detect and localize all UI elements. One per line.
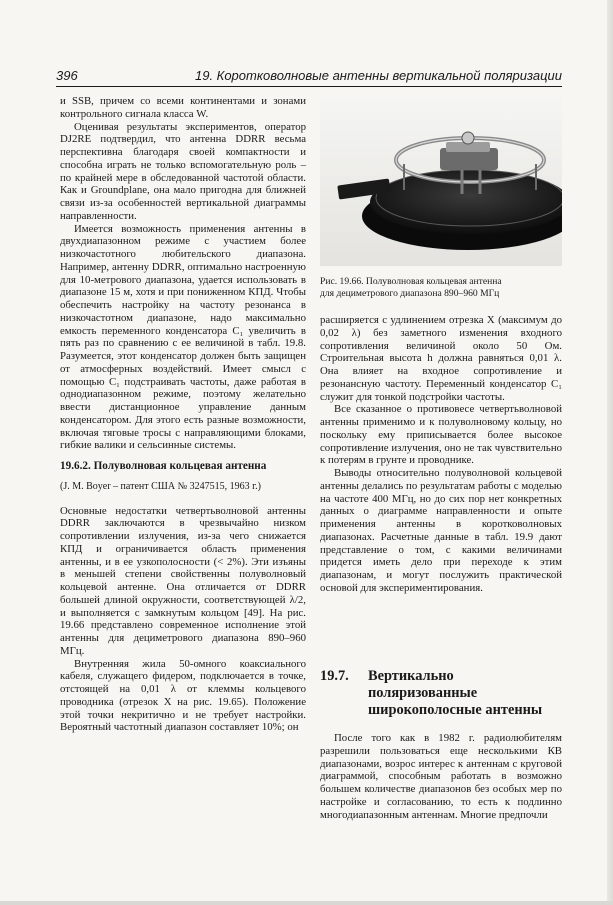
paragraph: Оценивая результаты экспериментов, оператор DJ2RE подтвердил, что антенна DDRR весьма перспективна благодаря своей компактности и способна играть не только вспомогательную роль – по крайней мере в обследованной частотой области. Как и Groundplane, она мало пригодна для ближней связи из-за особенностей вертикальной диаграммы направленности. [60, 120, 306, 222]
right-column-bottom [320, 732, 562, 821]
right-column [320, 314, 562, 595]
section-title: Вертикально поляризованные широкополосные антенны [368, 668, 543, 718]
page-bottom-edge [0, 901, 613, 905]
paragraph: и SSB, причем со всеми континентами и зонами контрольного сигнала класса W. [60, 95, 306, 120]
page-number: 396 [56, 68, 78, 83]
page-edge-shadow [607, 0, 613, 905]
figure-caption [320, 276, 562, 300]
paragraph: Имеется возможность применения антенны в двухдиапазонном режиме с участием более низкочастотного любительского диапазона. Например, антенну DDRR, оптимально настроенную для 10-метрового диапазона, удается использовать в диапазоне 15 м, хотя и при пониженном КПД. Чтобы обеспечить настройку на частоту резонанса в низкочастотном диапазоне, надо максимально емкость переменного конденсатора C₁ увеличить в пять раз по сравнению с ее величиной в табл. 19.8. Разумеется, этот конденсатор должен быть защищен от атмосферных воздействий. Имеет смысл с помощью C₁ подстраивать частоты, даже работая в однодиапазонном режиме, поэтому желательно ввести дистанционное управление данным конденсатором. Для этого есть разные возможности, включая тяговые тросы с направляющими блоками, гибкие валики и сельсинные системы. [60, 222, 306, 452]
citation: (J. M. Boyer – патент США № 3247515, 1963 г.) [60, 480, 261, 492]
paragraph: Внутренняя жила 50-омного коаксиального кабеля, служащего фидером, подключается в точке, отстоящей на 0,01 λ от клеммы кольцевого проводника (отрезок X на рис. 19.65). Положение этой точки некритично и не требует настройки. Вероятный частотный диапазон составляет 10%; он [60, 657, 306, 734]
figure-caption-line: для дециметрового диапазона 890–960 МГц [320, 288, 500, 299]
tuning-screw [462, 132, 474, 144]
antenna-photo [320, 98, 562, 266]
paragraph: расширяется с удлинением отрезка X (максимум до 0,02 λ) без заметного изменения входного сопротивления величиной около 50 Ом. Строительная высота h должна равняться 0,01 λ. Она влияет на входное сопротивление и резонансную частоту. Переменный конденсатор C₁ служит для тонкой подстройки частоты. [320, 314, 562, 403]
paragraph: Основные недостатки четвертьволновой антенны DDRR заключаются в чрезвычайно низком сопротивлении излучения, из-за чего снижается КПД и ограничивается область применения антенны, и в ее узкополосности (< 2%). Эти изъяны в меньшей степени свойственны полуволновый кольцевой антенне. Она отличается от DDRR большей длиной окружности, соответствующей λ/2, и выполняется с замкнутым кольцом [49]. На рис. 19.66 представлено современное исполнение этой антенны для дециметрового диапазона 890–960 МГц. [60, 504, 306, 657]
section-number: 19.7. [320, 668, 349, 684]
running-header [56, 64, 562, 87]
paragraph: Все сказанное о противовесе четвертьволновой антенны применимо и к полуволновому кольцу, но поскольку ему приписывается более высокое сопротивление излучения, оно не так чувствительно к потерям в грунте и проводнике. [320, 403, 562, 467]
paragraph: После того как в 1982 г. радиолюбителям разрешили пользоваться еще несколькими КВ диапазонами, возрос интерес к антеннам с круговой диаграммой, способным работать в возможно большем количестве диапазонов без особых мер по настройке и согласованию, то есть к подлинно многодиапазонным антеннам. Многие предпочли [320, 732, 562, 821]
figure-caption-line: Рис. 19.66. Полуволновая кольцевая антенна [320, 276, 502, 287]
chapter-title: 19. Коротковолновые антенны вертикальной поляризации [194, 68, 562, 83]
paragraph: Выводы относительно полуволновой кольцевой антенны делались по результатам работы с моделью на частоте 400 МГц, но до сих пор нет конкретных данных о диаграмме направленности и опыте применения антенны в коротковолновых диапазонах. Расчетные данные в табл. 19.9 дают представление о том, с какими величинами придется иметь дело при переходе к этим диапазонам, и могут послужить практической основой для экспериментирования. [320, 467, 562, 594]
left-column [60, 95, 306, 734]
section-heading: 19.6.2. Полуволновая кольцевая антенна [60, 460, 267, 472]
